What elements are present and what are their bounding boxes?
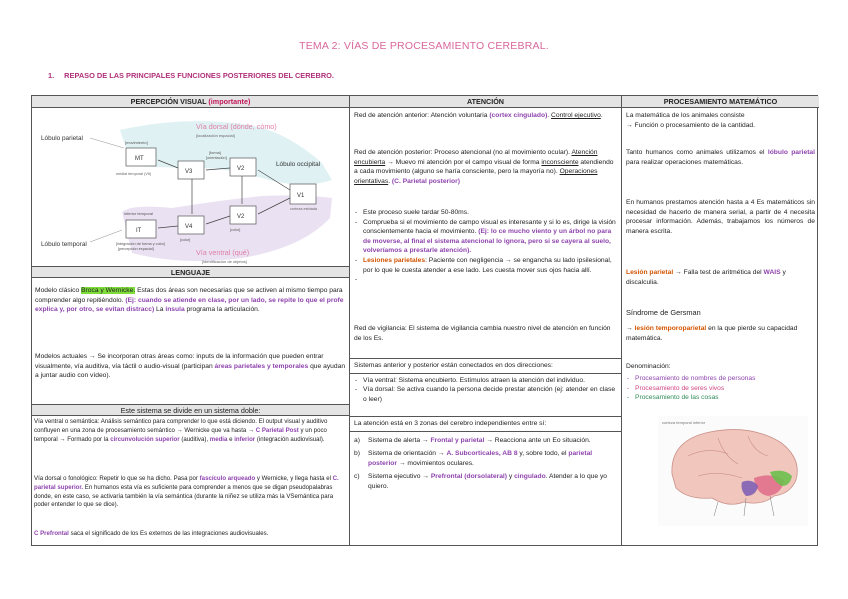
lobulo-parietal-label: Lóbulo parietal [41,135,83,142]
list-item: - Procesamiento de las cosas [626,393,815,403]
lang-p1d: La [154,306,166,314]
forma-label: [forma] [209,151,221,155]
doble-p1i: (integración audiovisual). [255,435,325,443]
header-sistema-doble: Este sistema se divide en un sistema doble: [32,404,349,416]
doble-p1e: (auditiva), [179,435,210,443]
doble-p1g: e [227,435,235,443]
list-item: - Este proceso suele tardar 50-80ms. [354,208,618,218]
header-matematico: PROCESAMIENTO MATEMÁTICO [622,96,819,108]
integracion-label-1: [integración de forma y color] [116,242,165,246]
section-number: 1. [48,71,55,80]
zona-a2: Frontal y parietal [430,436,485,444]
pointer-line-temporal [90,230,122,242]
math-p2c: para realizar operaciones matemáticas. [626,158,744,166]
via-dorsal-fonologica [34,475,348,510]
att-p2c: → Muevo mi atención por el campo visual de forma [385,158,542,166]
math-p1 [626,111,815,130]
math-p2b: lóbulo parietal [767,149,816,156]
list-item [354,218,618,256]
zona-b5: → movimientos oculares. [396,459,474,467]
box-sistemas-conectados [350,358,621,416]
att-p2g: . [388,177,392,185]
visual-pathways-diagram [32,108,350,266]
zona-b [350,445,621,468]
dorsal-label: Vía dorsal (dónde, cómo) [196,122,277,131]
brain-illustration [658,416,808,526]
zona-a-label: a) [354,436,360,444]
doble-p2c: y Wernicke, y llega hasta el [255,475,333,482]
zona-b1: Sistema de orientación → [368,450,447,458]
red-vigilancia: Red de vigilancia: El sistema de vigilancia cambia nuestro nivel de atención en función de los Es. [354,325,611,342]
math-p1-line1: La matemática de los animales consiste [626,112,745,119]
att-p2f: Operaciones orientativas [354,168,598,185]
math-p4c: WAIS [763,269,781,276]
att-p1e: . [600,112,603,119]
doble-p1c: y un poco temporal → Formado por la [34,426,327,443]
zona-a3: → Reacciona ante un Eo situación. [484,436,591,444]
ventral-label: Vía ventral (qué) [196,248,250,257]
lang-insula: ínsula [165,306,185,314]
via-ventral-semantica [34,418,348,444]
lang-p1a: Modelo clásico [35,287,82,294]
v1-sub: corteza estriada [290,207,318,211]
box-tres-zonas [350,416,621,492]
list-item: - Procesamiento de seres vivos [626,384,815,394]
atencion-posterior-list [354,208,618,275]
list-item: - Procesamiento de nombres de personas [626,374,815,384]
math-p6a: → [626,325,635,332]
lobulo-occipital-label: Lóbulo occipital [276,161,321,168]
v3-label: V3 [185,169,193,175]
att-li2a: Comprueba si el movimiento de campo visual es interesante y si lo es, dirige la visión conscientemente hacia el movimiento. [363,218,616,236]
math-p7: Denominación: [626,363,671,370]
v2-top-label: V2 [237,166,245,172]
pointer-line-parietal [90,138,124,148]
summary-table [31,95,818,546]
mt-top-label: [movimiento] [125,140,148,145]
doble-p1b: C Parietal Post [255,426,299,434]
list-item: - Vía ventral: Sistema encubierto. Estímulos atraen la atención del individuo. [354,376,617,386]
header-lenguaje: LENGUAJE [32,266,349,278]
v2-bottom-label: V2 [237,214,245,220]
math-p4a: Lesión parietal [626,269,674,276]
math-p6b: lesión temporoparietal [634,325,707,332]
color-label-2: [color] [230,228,241,232]
denominacion-list [626,374,815,403]
lang-p2b: áreas parietales y temporales [214,362,309,370]
zona-c6: cingulado [514,473,546,481]
integracion-label-2: [percepción espacial] [118,247,154,251]
lenguaje-modelos-actuales [35,352,347,381]
math-p6 [626,324,815,343]
ventral-sub: [identificación de objetos] [202,259,247,264]
section-subtitle [48,71,334,80]
zona-c5: y [507,473,515,481]
att-p2a: Red de atención posterior: Proceso atencional (no al movimiento ocular). [354,149,572,156]
zona-b4: parietal posterior [368,450,593,467]
orientacion-label: [orientación] [206,156,227,160]
it-top-label: inferior temporal [124,211,153,216]
box1-list [350,374,621,407]
dorsal-sub: [localización espacial] [196,133,235,138]
column-percepcion [32,96,350,545]
doble-p2a: Vía dorsal o fonológico: Repetir lo que se ha dicho. Pasa por [34,475,200,482]
math-p2a: Tanto humanos como animales utilizamos el [626,149,768,156]
list-item [354,256,618,275]
box1-title: Sistemas anterior y posterior están conectados en dos direcciones: [350,359,621,374]
att-li3a: Lesiones parietales [363,256,426,264]
brain-shape [672,430,797,505]
zona-c-label: c) [354,473,360,481]
zona-b-label: b) [354,450,360,458]
att-li2b: (Ej: lo ce mucho viento y un árbol no para de moverse, al final el sistema atencional lo ignora, pero si se cayera al suelo, volveríamos a prestarle atención). [363,228,612,255]
math-p4b: → Falla test de aritmética del [673,269,764,276]
att-p2b: Atención encubierta [354,149,598,166]
att-p2h: (C. Parietal posterior) [391,177,460,185]
v4-label: V4 [185,224,193,230]
math-p3: En humanos prestamos atención hasta a 4 Es matemáticos sin necesidad de hacerlo de manera serial, a partir de 4 necesita procesar información. Además, trabajamos los números de manera escrita. [626,199,815,235]
doble-p1d: circunvolución superior [110,435,180,443]
header-atencion: ATENCIÓN [350,96,621,108]
zona-c [350,468,621,491]
math-p4 [626,268,815,287]
att-p2d: inconsciente [541,158,579,166]
red-atencion-posterior [354,148,618,186]
header-percepcion-note: (importante) [208,97,251,106]
brain-caption: corteza temporal inferior [662,420,706,425]
att-p2e: atendiendo a cada movimiento (alguno se haría consciente, pero la mayoría no). [354,158,614,176]
zona-c7: . Atender a lo que yo quiero. [368,473,608,490]
zona-a-text [368,436,591,446]
math-p6c: en la que pierde su capacidad matemática. [626,325,798,342]
color-label: [color] [180,238,191,242]
lang-p1c: (Ej: cuando se atiende en clase, por un lado, se repite lo que el profe explica y, por otro, se evitan distracc) [35,296,344,314]
math-p1-line2: → Función o procesamiento de la cantidad. [626,121,755,129]
box2-title: La atención está en 3 zonas del cerebro independientes entre sí: [350,417,621,432]
zona-b3: y, sobre todo, el [517,450,569,458]
zona-b-text [368,449,617,468]
att-p1b: (cortex cingulado) [489,112,548,119]
list-item: - Vía dorsal: Se activa cuando la persona decide prestar atención (ej: atender en clase o leer) [354,385,617,404]
it-label: IT [136,228,142,234]
zona-c-text [368,472,617,491]
section-text: REPASO DE LAS PRINCIPALES FUNCIONES POSTERIORES DEL CEREBRO. [64,71,334,80]
prefrontal-note [34,530,348,539]
zona-c1: Sistema ejecutivo → [368,473,431,481]
att-p1d: Control ejecutivo [551,112,601,119]
doble-p2b: fascículo arqueado [199,475,256,482]
math-p4d: y discalculia. [626,269,786,286]
v1-label: V1 [297,193,305,199]
lenguaje-modelo-clasico [35,286,347,315]
doble-p2e: En humanos esta vía es suficiente para comprender a menos que se digan pseudopalabras donde, en este caso, se activaría también la vía semántica (durante la niñez se utiliza más la VSemántica para poder entender lo que se dice). [34,483,334,509]
lang-broca-wernicke: Broca y Wernicke. [81,287,136,294]
zona-a1: Sistema de alerta → [368,436,431,444]
doble-p1a: Vía ventral o semántica: Análisis semántico para comprender lo que está diciendo. El output visual y auditivo confluyen en una zona de procesamiento semántico → Wernicke que va hasta → [34,418,328,434]
header-percepcion-text: PERCEPCIÓN VISUAL [130,97,209,106]
zona-c2: Prefrontal [430,473,463,481]
zona-b2: A. Subcorticales, AB 8 [446,450,518,458]
zona-c4: (dorsolateral) [464,473,508,481]
lobulo-temporal-label: Lóbulo temporal [41,241,87,248]
doble-p3b: saca el significado de los Es externos de las integraciones audiovisuales. [68,530,269,537]
mt-bottom-label: medial temporal (V5) [116,172,152,176]
mt-label: MT [135,156,144,162]
doble-p2d: C. parietal superior. [34,475,339,491]
doble-p1h: inferior [234,435,256,443]
doble-p3a: C Prefrontal [34,530,69,537]
math-p2 [626,148,815,167]
lang-p2a: Modelos actuales → Se incorporan otras áreas como: inputs de la información que pueden entrar visualmente, vía auditiva, vía táctil o audio-visual (participan [35,353,324,370]
lang-p1e: programa la articulación. [184,306,260,314]
column-matematico [622,96,819,545]
column-atencion [350,96,622,545]
math-p5: Síndrome de Gersman [626,308,701,317]
lang-p2c: que ayudan a juntar audio con vídeo). [35,362,346,380]
header-percepcion [32,96,349,108]
lang-p1b: Estas dos áreas son necesarias que se activen al mismo tiempo para comprender algo repitiéndolo. [35,287,343,304]
zona-a [350,432,621,446]
red-atencion-anterior [354,111,618,121]
att-li3b: : Paciente con negligencia → se engancha su lado ipsilesional, por lo que le cuesta atender a ese lado. Les cuesta mover sus ojos hacia allí. [363,256,612,274]
doble-p1f: media [209,435,228,443]
att-p1a: Red de atención anterior: Atención voluntaria [354,112,490,119]
page-title: TEMA 2: VÍAS DE PROCESAMIENTO CEREBRAL. [299,40,549,52]
att-p1c: . [547,112,552,119]
